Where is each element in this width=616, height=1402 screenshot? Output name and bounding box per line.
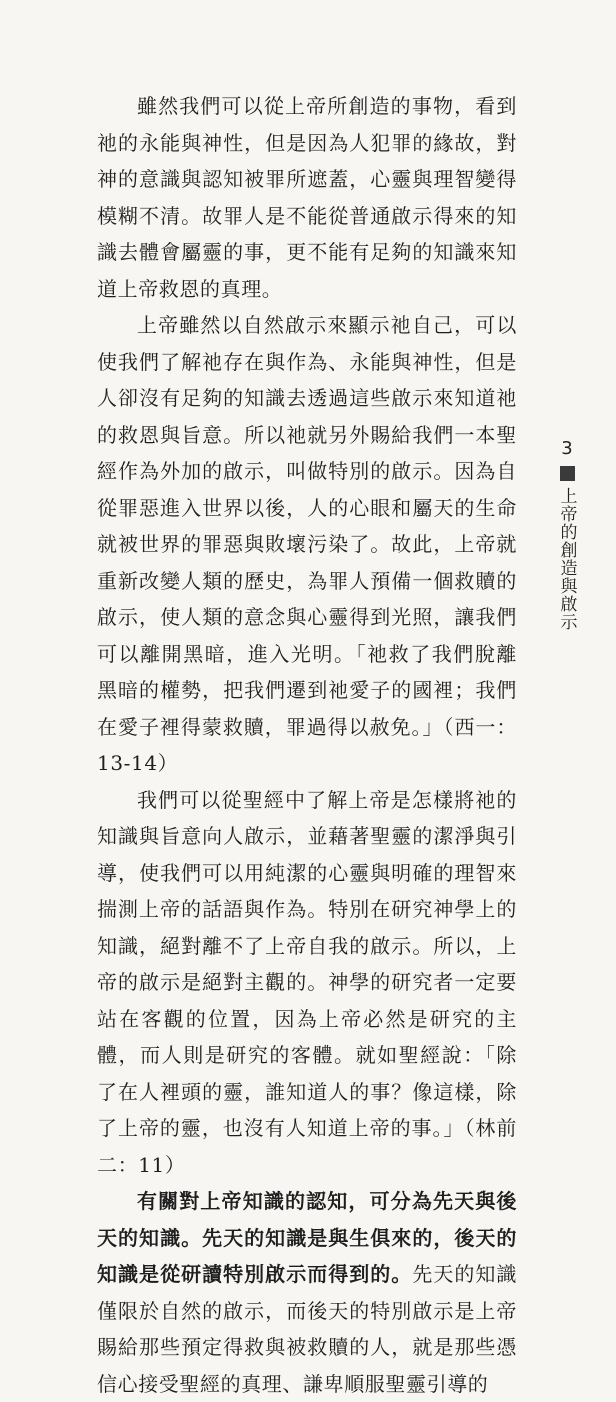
paragraph-2: 上帝雖然以自然啟示來顯示祂自己，可以使我們了解祂存在與作為、永能與神性，但是人卻沒有足夠的知識去透過這些啟示來知道祂的救恩與旨意。所以祂就另外賜給我們一本聖經作為外加的啟示，叫做特別的啟示。因為自從罪惡進入世界以後，人的心眼和屬天的生命就被世界的罪惡與敗壞污染了。故此，上帝就重新改變人類的歷史，為罪人預備一個救贖的啟示，使人類的意念與心靈得到光照，讓我們可以離開黑暗，進入光明。「祂救了我們脫離黑暗的權勢，把我們遷到祂愛子的國裡；我們在愛子裡得蒙救贖，罪過得以赦免。」（西一：13-14） xyxy=(97,313,517,775)
paragraph-3: 我們可以從聖經中了解上帝是怎樣將祂的知識與旨意向人啟示，並藉著聖靈的潔淨與引導，使我們可以用純潔的心靈與明確的理智來揣測上帝的話語與作為。特別在研究神學上的知識，絕對離不了上帝自我的啟示。所以，上帝的啟示是絕對主觀的。神學的研究者一定要站在客觀的位置，因為上帝必然是研究的主體，而人則是研究的客體。就如聖經說：「除了在人裡頭的靈，誰知道人的事？像這樣，除了上帝的靈，也沒有人知道上帝的事。」（林前二：11） xyxy=(97,787,517,1177)
paragraph-4-bold: 有關對上帝知識的認知，可分為先天與後天的知識。先天的知識是與生俱來的，後天的知識是從研讀特別啟示而得到的。 xyxy=(97,1189,517,1286)
paragraph-4-normal: 先天的知識僅限於自然的啟示，而後天的特別啟示是上帝賜給那些預定得救與被救贖的人，就是那些憑信心接受聖經的真理、謙卑順服聖靈引導的 xyxy=(97,1262,518,1396)
chapter-side-tab xyxy=(552,438,582,631)
page-body xyxy=(97,88,517,1402)
paragraph-4 xyxy=(97,1183,517,1402)
chapter-title: 上帝的創造與啟示 xyxy=(556,487,577,631)
paragraph-1: 雖然我們可以從上帝所創造的事物，看到祂的永能與神性，但是因為人犯罪的緣故，對神的意識與認知被罪所遮蓋，心靈與理智變得模糊不清。故罪人是不能從普通啟示得來的知識去體會屬靈的事，更不能有足夠的知識來知道上帝救恩的真理。 xyxy=(97,94,517,301)
chapter-number: 3 xyxy=(561,438,573,459)
chapter-marker-square-icon xyxy=(560,466,575,481)
